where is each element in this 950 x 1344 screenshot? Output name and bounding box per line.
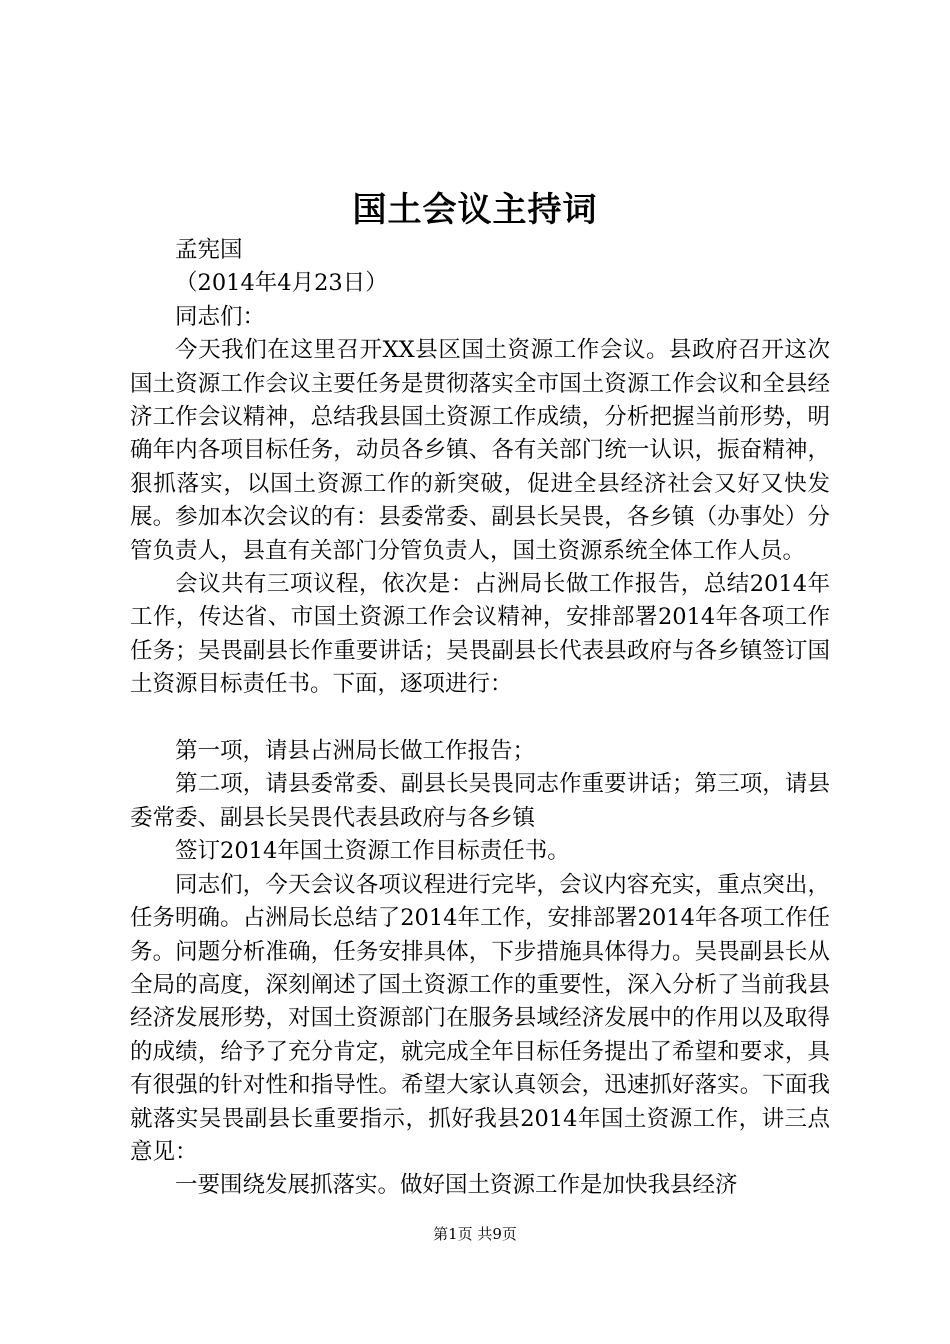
agenda-item-1: 第一项，请县占洲局长做工作报告； (175, 738, 536, 765)
document-title: 国土会议主持词 (352, 190, 598, 230)
salutation-line: 同志们： (175, 303, 266, 330)
agenda-item-3-continued: 签订2014年国土资源工作目标责任书。 (175, 838, 570, 865)
paragraph-agenda: 会议共有三项议程，依次是：占洲局长做工作报告，总结2014年工作，传达省、市国土资源工作会议精神，安排部署2014年各项工作任务；吴畏副县长作重要讲话；吴畏副县长代表县政府与各乡镇签订国土资源目标责任书。下面，逐项进行： (130, 571, 830, 698)
paragraph-point-1: 一要围绕发展抓落实。做好国土资源工作是加快我县经济 (175, 1172, 738, 1199)
paragraph-summary: 同志们，今天会议各项议程进行完毕，会议内容充实，重点突出，任务明确。占洲局长总结了2014年工作，安排部署2014年各项工作任务。问题分析准确，任务安排具体，下步措施具体得力。吴畏副县长从全局的高度，深刻阐述了国土资源工作的重要性，深入分析了当前我县经济发展形势，对国土资源部门在服务县域经济发展中的作用以及取得的成绩，给予了充分肯定，就完成全年目标任务提出了希望和要求，具有很强的针对性和指导性。希望大家认真领会，迅速抓好落实。下面我就落实吴畏副县长重要指示，抓好我县2014年国土资源工作，讲三点意见： (130, 871, 830, 1165)
author-line: 孟宪国 (175, 237, 243, 263)
agenda-item-2-3: 第二项，请县委常委、副县长吴畏同志作重要讲话；第三项，请县委常委、副县长吴畏代表县政府与各乡镇 (130, 771, 830, 831)
paragraph-spacer (130, 702, 830, 735)
date-line: （2014年4月23日） (175, 270, 388, 297)
paragraph-opening: 今天我们在这里召开XX县区国土资源工作会议。县政府召开这次国土资源工作会议主要任务是贯彻落实全市国土资源工作会议和全县经济工作会议精神，总结我县国土资源工作成绩，分析把握当前形势，明确年内各项目标任务，动员各乡镇、各有关部门统一认识，振奋精神，狠抓落实，以国土资源工作的新突破，促进全县经济社会又好又快发展。参加本次会议的有：县委常委、副县长吴畏，各乡镇（办事处）分管负责人，县直有关部门分管负责人，国土资源系统全体工作人员。 (130, 337, 830, 564)
page-number-footer: 第1页 共9页 (433, 1225, 517, 1243)
document-body (130, 234, 830, 1203)
